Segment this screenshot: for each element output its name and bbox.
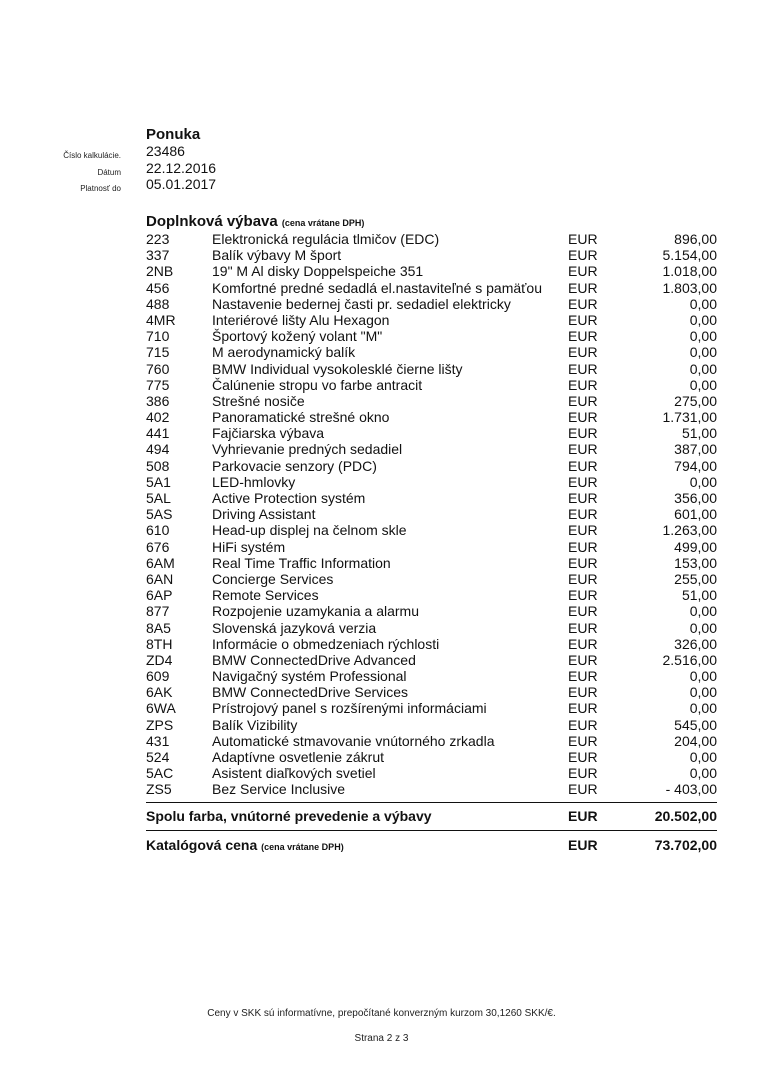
- item-currency: EUR: [568, 732, 598, 749]
- item-code: 5AC: [146, 765, 174, 782]
- catalog-price-label-text: Katalógová cena: [146, 837, 258, 853]
- item-currency: EUR: [568, 328, 598, 345]
- item-currency: EUR: [568, 360, 598, 377]
- item-name: Prístrojový panel s rozšírenými informáciami: [212, 700, 487, 717]
- table-row: [0, 393, 763, 409]
- item-price: 5.154,00: [662, 247, 717, 264]
- section-title-text: Doplnková výbava: [146, 213, 278, 230]
- item-price: 0,00: [689, 473, 717, 490]
- item-price: 0,00: [689, 603, 717, 620]
- item-code: 2NB: [146, 263, 174, 280]
- item-currency: EUR: [568, 749, 598, 765]
- item-code: 710: [146, 328, 170, 345]
- item-code: 441: [146, 425, 170, 442]
- item-price: 255,00: [674, 570, 717, 587]
- item-price: 601,00: [674, 506, 717, 523]
- item-price: 387,00: [674, 441, 717, 458]
- catalog-price-amount: 73.702,00: [654, 837, 717, 853]
- item-name: Balík výbavy M šport: [212, 247, 342, 264]
- subtotal-currency: EUR: [568, 808, 598, 824]
- item-name: Komfortné predné sedadlá el.nastaviteľné s pamäťou: [212, 279, 542, 296]
- item-price: 0,00: [689, 668, 717, 685]
- item-code: 5AS: [146, 506, 173, 523]
- item-price: 0,00: [689, 295, 717, 312]
- item-price: 51,00: [681, 587, 717, 604]
- item-currency: EUR: [568, 603, 598, 620]
- item-currency: EUR: [568, 457, 598, 474]
- table-row: [0, 700, 763, 716]
- item-currency: EUR: [568, 490, 598, 506]
- item-name: Interiérové lišty Alu Hexagon: [212, 311, 390, 328]
- catalog-price-currency: EUR: [568, 837, 598, 853]
- item-currency: EUR: [568, 668, 598, 685]
- item-code: 8TH: [146, 635, 173, 652]
- item-name: BMW ConnectedDrive Services: [212, 684, 409, 701]
- item-currency: EUR: [568, 700, 598, 717]
- item-name: Real Time Traffic Information: [212, 554, 391, 571]
- item-price: 545,00: [674, 716, 717, 733]
- item-price: 275,00: [674, 392, 717, 409]
- calculation-number-label: Číslo kalkulácie.: [63, 151, 121, 160]
- item-price: 0,00: [689, 749, 717, 765]
- item-name: Head-up displej na čelnom skle: [212, 522, 407, 539]
- valid-until-value: 05.01.2017: [146, 176, 217, 192]
- item-name: Parkovacie senzory (PDC): [212, 457, 377, 474]
- table-row: [0, 458, 763, 474]
- item-name: Automatické stmavovanie vnútorného zrkadla: [212, 732, 495, 749]
- table-row: [0, 668, 763, 684]
- table-row: [0, 733, 763, 749]
- item-name: Navigačný systém Professional: [212, 668, 407, 685]
- item-code: 456: [146, 279, 170, 296]
- item-currency: EUR: [568, 473, 598, 490]
- table-row: [0, 717, 763, 733]
- calculation-number-value: 23486: [146, 143, 185, 159]
- item-name: Elektronická regulácia tlmičov (EDC): [212, 231, 440, 247]
- item-currency: EUR: [568, 765, 598, 782]
- item-currency: EUR: [568, 781, 598, 798]
- item-name: Panoramatické strešné okno: [212, 409, 390, 426]
- item-code: 5AL: [146, 490, 171, 506]
- item-code: 223: [146, 231, 170, 247]
- table-row: [0, 539, 763, 555]
- item-name: Športový kožený volant "M": [212, 328, 383, 345]
- item-price: 896,00: [674, 231, 717, 247]
- item-price: 0,00: [689, 700, 717, 717]
- item-name: 19" M Al disky Doppelspeiche 351: [212, 263, 424, 280]
- section-title: [146, 213, 364, 230]
- item-name: BMW ConnectedDrive Advanced: [212, 651, 416, 668]
- item-name: Strešné nosiče: [212, 392, 305, 409]
- table-row: [0, 603, 763, 619]
- item-name: Fajčiarska výbava: [212, 425, 325, 442]
- subtotal-divider: [146, 802, 717, 803]
- item-currency: EUR: [568, 570, 598, 587]
- table-row: [0, 474, 763, 490]
- item-name: LED-hmlovky: [212, 473, 296, 490]
- date-label: Dátum: [97, 168, 121, 177]
- item-name: Slovenská jazyková verzia: [212, 619, 377, 636]
- item-price: 326,00: [674, 635, 717, 652]
- table-row: [0, 749, 763, 765]
- item-price: 2.516,00: [662, 651, 717, 668]
- item-code: 676: [146, 538, 170, 555]
- item-code: 6AM: [146, 554, 175, 571]
- item-code: 6AP: [146, 587, 173, 604]
- valid-until-label: Platnosť do: [80, 184, 121, 193]
- item-currency: EUR: [568, 538, 598, 555]
- item-currency: EUR: [568, 263, 598, 280]
- item-name: Nastavenie bedernej časti pr. sedadiel elektricky: [212, 295, 511, 312]
- table-row: [0, 328, 763, 344]
- item-code: 877: [146, 603, 170, 620]
- item-code: 4MR: [146, 311, 176, 328]
- item-code: ZS5: [146, 781, 172, 798]
- table-row: [0, 231, 763, 247]
- table-row: [0, 344, 763, 360]
- item-name: BMW Individual vysokolesklé čierne lišty: [212, 360, 463, 377]
- table-row: [0, 684, 763, 700]
- item-currency: EUR: [568, 716, 598, 733]
- item-name: Driving Assistant: [212, 506, 316, 523]
- item-code: 386: [146, 392, 170, 409]
- exchange-rate-note: Ceny v SKK sú informatívne, prepočítané konverzným kurzom 30,1260 SKK/€.: [207, 1008, 556, 1019]
- item-code: 6AK: [146, 684, 173, 701]
- item-currency: EUR: [568, 392, 598, 409]
- item-name: Balík Vizibility: [212, 716, 298, 733]
- item-currency: EUR: [568, 522, 598, 539]
- item-code: 494: [146, 441, 170, 458]
- table-row: [0, 571, 763, 587]
- table-row: [0, 377, 763, 393]
- item-currency: EUR: [568, 619, 598, 636]
- item-name: Vyhrievanie predných sedadiel: [212, 441, 403, 458]
- table-row: [0, 263, 763, 279]
- table-row: [0, 296, 763, 312]
- section-title-note: (cena vrátane DPH): [281, 218, 365, 228]
- item-code: 6WA: [146, 700, 176, 717]
- item-code: 6AN: [146, 570, 174, 587]
- document-title: Ponuka: [146, 126, 201, 143]
- table-row: [0, 781, 763, 797]
- item-price: 204,00: [674, 732, 717, 749]
- item-currency: EUR: [568, 587, 598, 604]
- table-row: [0, 506, 763, 522]
- item-currency: EUR: [568, 247, 598, 264]
- subtotal-label: Spolu farba, vnútorné prevedenie a výbavy: [146, 808, 432, 824]
- item-code: 609: [146, 668, 170, 685]
- item-currency: EUR: [568, 344, 598, 361]
- item-currency: EUR: [568, 635, 598, 652]
- item-currency: EUR: [568, 651, 598, 668]
- item-currency: EUR: [568, 554, 598, 571]
- item-name: Asistent diaľkových svetiel: [212, 765, 376, 782]
- item-name: Informácie o obmedzeniach rýchlosti: [212, 635, 440, 652]
- item-price: 1.803,00: [662, 279, 717, 296]
- item-price: 0,00: [689, 344, 717, 361]
- table-row: [0, 312, 763, 328]
- item-code: 8A5: [146, 619, 171, 636]
- catalog-price-row: [0, 837, 763, 855]
- item-price: 1.731,00: [662, 409, 717, 426]
- item-code: ZPS: [146, 716, 174, 733]
- item-price: 0,00: [689, 684, 717, 701]
- item-name: Čalúnenie stropu vo farbe antracit: [212, 376, 423, 393]
- item-code: 524: [146, 749, 170, 765]
- item-price: 0,00: [689, 311, 717, 328]
- item-currency: EUR: [568, 684, 598, 701]
- item-price: 0,00: [689, 360, 717, 377]
- table-row: [0, 620, 763, 636]
- catalog-divider: [146, 830, 717, 831]
- table-row: [0, 441, 763, 457]
- item-name: Remote Services: [212, 587, 319, 604]
- table-row: [0, 280, 763, 296]
- date-value: 22.12.2016: [146, 160, 217, 176]
- item-price: - 403,00: [665, 781, 717, 798]
- item-code: 715: [146, 344, 170, 361]
- item-code: 775: [146, 376, 170, 393]
- item-code: 402: [146, 409, 170, 426]
- item-price: 0,00: [689, 328, 717, 345]
- item-price: 51,00: [681, 425, 717, 442]
- item-name: Adaptívne osvetlenie zákrut: [212, 749, 384, 765]
- table-row: [0, 409, 763, 425]
- item-price: 356,00: [674, 490, 717, 506]
- table-row: [0, 522, 763, 538]
- item-currency: EUR: [568, 506, 598, 523]
- table-row: [0, 636, 763, 652]
- catalog-price-label: [146, 837, 344, 853]
- item-code: 508: [146, 457, 170, 474]
- item-code: 610: [146, 522, 170, 539]
- item-name: Bez Service Inclusive: [212, 781, 346, 798]
- item-price: 153,00: [674, 554, 717, 571]
- item-currency: EUR: [568, 279, 598, 296]
- item-name: HiFi systém: [212, 538, 286, 555]
- item-code: 760: [146, 360, 170, 377]
- item-name: Active Protection systém: [212, 490, 366, 506]
- item-code: ZD4: [146, 651, 173, 668]
- item-price: 794,00: [674, 457, 717, 474]
- item-currency: EUR: [568, 425, 598, 442]
- item-price: 499,00: [674, 538, 717, 555]
- item-code: 5A1: [146, 473, 171, 490]
- item-code: 337: [146, 247, 170, 264]
- table-row: [0, 361, 763, 377]
- item-code: 488: [146, 295, 170, 312]
- item-name: Concierge Services: [212, 570, 334, 587]
- catalog-price-note: (cena vrátane DPH): [261, 842, 344, 852]
- item-currency: EUR: [568, 231, 598, 247]
- item-name: Rozpojenie uzamykania a alarmu: [212, 603, 419, 620]
- item-price: 1.018,00: [662, 263, 717, 280]
- item-code: 431: [146, 732, 170, 749]
- item-price: 0,00: [689, 376, 717, 393]
- table-row: [0, 490, 763, 506]
- item-name: M aerodynamický balík: [212, 344, 356, 361]
- item-price: 0,00: [689, 765, 717, 782]
- table-row: [0, 425, 763, 441]
- table-row: [0, 555, 763, 571]
- item-currency: EUR: [568, 311, 598, 328]
- page-number: Strana 2 z 3: [354, 1033, 409, 1044]
- table-row: [0, 652, 763, 668]
- item-price: 0,00: [689, 619, 717, 636]
- item-currency: EUR: [568, 441, 598, 458]
- table-row: [0, 247, 763, 263]
- table-row: [0, 587, 763, 603]
- table-row: [0, 765, 763, 781]
- item-currency: EUR: [568, 409, 598, 426]
- subtotal-amount: 20.502,00: [654, 808, 717, 824]
- equipment-list: [0, 231, 763, 798]
- subtotal-row: [0, 808, 763, 826]
- item-currency: EUR: [568, 376, 598, 393]
- item-price: 1.263,00: [662, 522, 717, 539]
- item-currency: EUR: [568, 295, 598, 312]
